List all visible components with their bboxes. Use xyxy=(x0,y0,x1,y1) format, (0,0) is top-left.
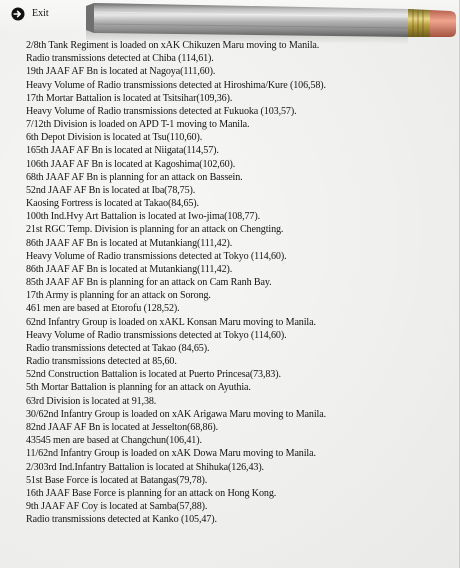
log-entry: Radio transmissions detected at Chiba (114,61). xyxy=(26,53,214,65)
exit-button[interactable] xyxy=(11,7,49,21)
log-entry: 82nd JAAF AF Bn is located at Jesselton(68,86). xyxy=(26,421,219,433)
arrow-circle-icon xyxy=(11,7,25,21)
log-entry: 9th JAAF AF Coy is located at Samba(57,88). xyxy=(26,501,208,513)
log-entry: 86th JAAF AF Bn is located at Mutankiang(111,42). xyxy=(26,237,233,249)
log-entry: Kaosing Fortress is located at Takao(84,65). xyxy=(26,198,199,210)
log-entry: 63rd Division is located at 91,38. xyxy=(26,395,157,407)
log-entry: 85th JAAF AF Bn is planning for an attack on Cam Ranh Bay. xyxy=(26,277,272,289)
log-entry: 43545 men are based at Changchun(106,41). xyxy=(26,435,202,447)
log-entry: 2/8th Tank Regiment is loaded on xAK Chikuzen Maru moving to Manila. xyxy=(26,40,320,51)
pencil-decoration xyxy=(86,0,460,44)
log-entry: 62nd Infantry Group is loaded on xAKL Konsan Maru moving to Manila. xyxy=(26,316,316,328)
log-entry: 68th JAAF AF Bn is planning for an attack on Bassein. xyxy=(26,171,243,183)
log-entry: 2/303rd Ind.Infantry Battalion is located at Shihuka(126,43). xyxy=(26,461,264,473)
log-entry: 30/62nd Infantry Group is loaded on xAK Arigawa Maru moving to Manila. xyxy=(26,408,326,420)
log-entry: 17th Army is planning for an attack on Sorong. xyxy=(26,290,211,302)
log-entry: Heavy Volume of Radio transmissions detected at Tokyo (114,60). xyxy=(26,329,287,341)
log-entry: 17th Mortar Battalion is located at Tsitsihar(109,36). xyxy=(26,92,233,104)
log-entry: 6th Depot Division is located at Tsu(110,60). xyxy=(26,132,203,144)
log-entry: 7/12th Division is loaded on APD T-1 moving to Manila. xyxy=(26,119,250,131)
log-entry: 100th Ind.Hvy Art Battalion is located at Iwo-jima(108,77). xyxy=(26,211,261,223)
log-entry: Heavy Volume of Radio transmissions detected at Tokyo (114,60). xyxy=(26,250,287,262)
log-entry: 106th JAAF AF Bn is located at Kagoshima(102,60). xyxy=(26,158,236,170)
log-entry: Radio transmissions detected at 85,60. xyxy=(26,356,177,368)
log-entry: 11/62nd Infantry Group is loaded on xAK Dowa Maru moving to Manila. xyxy=(26,448,316,460)
log-entry: 5th Mortar Battalion is planning for an attack on Ayuthia. xyxy=(26,382,251,394)
log-entry: 52nd JAAF AF Bn is located at Iba(78,75). xyxy=(26,184,196,196)
message-log xyxy=(26,39,451,526)
log-entry: 21st RGC Temp. Division is planning for an attack on Chengting. xyxy=(26,224,284,236)
log-entry: 165th JAAF AF Bn is located at Niigata(114,57). xyxy=(26,145,219,157)
log-entry: Radio transmissions detected at Kanko (105,47). xyxy=(26,514,217,526)
log-entry: 51st Base Force is located at Batangas(79,78). xyxy=(26,474,208,486)
log-entry: Radio transmissions detected at Takao (84,65). xyxy=(26,342,210,354)
log-entry: 86th JAAF AF Bn is located at Mutankiang(111,42). xyxy=(26,263,233,275)
log-entry: 16th JAAF Base Force is planning for an attack on Hong Kong. xyxy=(26,487,277,499)
log-entry: 461 men are based at Etorofu (128,52). xyxy=(26,303,180,315)
log-entry: Heavy Volume of Radio transmissions detected at Hiroshima/Kure (106,58). xyxy=(26,79,326,91)
log-entry: 19th JAAF AF Bn is located at Nagoya(111,60). xyxy=(26,66,216,78)
log-entry: 52nd Construction Battalion is located at Puerto Princesa(73,83). xyxy=(26,369,281,381)
log-entry: Heavy Volume of Radio transmissions detected at Fukuoka (103,57). xyxy=(26,105,297,117)
exit-label: Exit xyxy=(32,8,49,19)
